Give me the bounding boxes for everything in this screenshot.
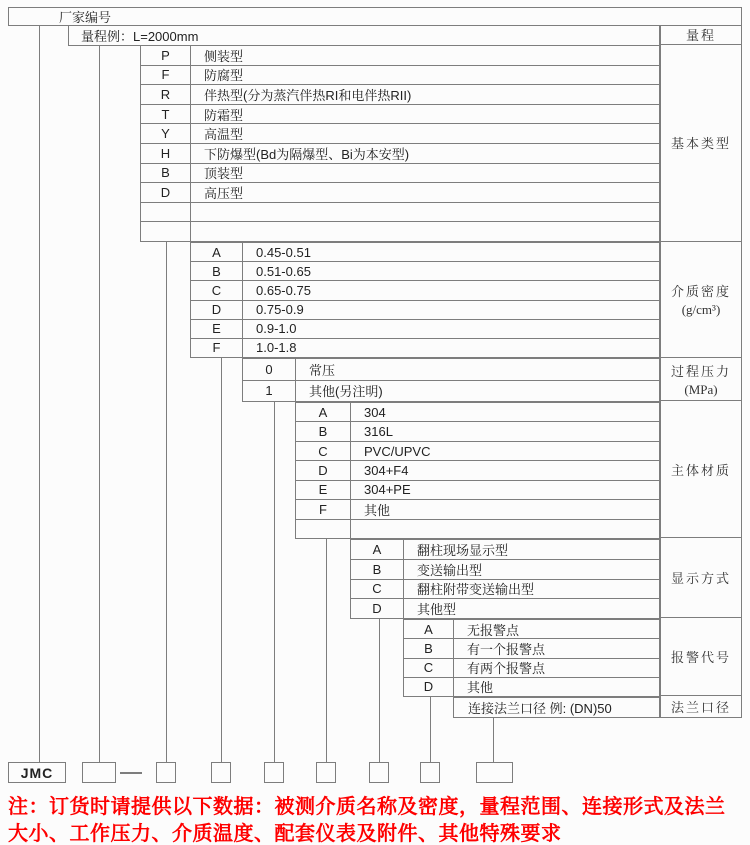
desc-cell: 常压 xyxy=(309,362,336,378)
table-row xyxy=(141,144,659,164)
desc-cell: 其他型 xyxy=(417,602,457,618)
connector-line-pressure xyxy=(274,402,275,762)
desc-cell: 翻柱现场显示型 xyxy=(417,542,509,558)
connector-line-basic-type xyxy=(166,242,167,762)
code-cell: A xyxy=(351,540,404,559)
code-cell: B xyxy=(296,422,351,440)
code-cell: B xyxy=(191,262,243,280)
desc-cell: 防腐型 xyxy=(204,68,244,84)
code-cell: C xyxy=(296,442,351,460)
table-row-empty xyxy=(141,222,659,241)
table-row xyxy=(404,639,659,658)
code-cell: A xyxy=(404,620,454,638)
code-cell: T xyxy=(141,105,191,124)
code-cell: D xyxy=(191,301,243,319)
code-cell: D xyxy=(141,183,191,202)
desc-cell: 304+F4 xyxy=(364,462,409,478)
side-label-flange: 法兰口径 xyxy=(670,700,731,716)
desc-cell xyxy=(191,203,659,222)
table-row xyxy=(351,580,659,600)
flange-bore-row xyxy=(453,697,660,718)
table-row xyxy=(191,320,659,339)
table-row xyxy=(141,124,659,144)
manufacturer-number-label: 厂家编号 xyxy=(59,10,112,25)
desc-cell: 有两个报警点 xyxy=(467,661,546,677)
table-row xyxy=(191,339,659,357)
desc-cell: 伴热型(分为蒸汽伴热RI和电伴热RII) xyxy=(204,87,412,103)
table-row xyxy=(351,560,659,580)
desc-cell: 顶装型 xyxy=(204,166,244,182)
code-cell: 1 xyxy=(243,381,296,402)
code-cell: R xyxy=(141,85,191,104)
table-row xyxy=(141,164,659,184)
desc-cell: 有一个报警点 xyxy=(467,641,546,657)
desc-cell: 0.45-0.51 xyxy=(256,244,311,260)
table-row xyxy=(191,243,659,262)
code-cell: E xyxy=(296,481,351,499)
desc-cell: 0.9-1.0 xyxy=(256,321,297,337)
code-cell: D xyxy=(296,461,351,479)
desc-cell: 其他 xyxy=(467,680,494,696)
desc-cell: 1.0-1.8 xyxy=(256,340,297,356)
code-cell xyxy=(141,203,191,222)
table-row xyxy=(296,481,659,500)
code-cell: F xyxy=(296,500,351,518)
code-cell: E xyxy=(191,320,243,338)
connector-line-material xyxy=(326,539,327,762)
connector-line-alarm xyxy=(430,697,431,762)
desc-cell: 304 xyxy=(364,404,386,420)
table-row xyxy=(243,381,659,402)
table-row xyxy=(141,85,659,105)
side-label-basic-type: 基本类型 xyxy=(661,45,741,242)
table-row xyxy=(191,281,659,300)
code-box-flange xyxy=(476,762,513,783)
connector-line-range xyxy=(99,45,100,762)
desc-cell: 0.75-0.9 xyxy=(256,302,304,318)
connector-line-display xyxy=(379,619,380,762)
alarm-code-table xyxy=(403,619,660,697)
code-box-display xyxy=(369,762,389,783)
code-box-basic-type xyxy=(156,762,176,783)
desc-cell: 翻柱附带变送输出型 xyxy=(417,582,535,598)
code-box-alarm xyxy=(420,762,440,783)
category-label-column xyxy=(660,25,742,718)
desc-cell: 侧装型 xyxy=(204,48,244,64)
desc-cell: 其他 xyxy=(364,502,391,518)
table-row xyxy=(296,461,659,480)
code-box-material xyxy=(316,762,336,783)
code-cell: F xyxy=(141,66,191,85)
code-cell xyxy=(141,222,191,241)
code-box-pressure xyxy=(264,762,284,783)
code-cell xyxy=(296,520,351,538)
desc-cell: 高压型 xyxy=(204,185,244,201)
model-prefix-label: JMC xyxy=(20,764,54,781)
desc-cell: 高温型 xyxy=(204,127,244,143)
process-pressure-table xyxy=(242,358,660,402)
manufacturer-number-row xyxy=(8,7,742,26)
desc-cell: 0.51-0.65 xyxy=(256,263,311,279)
code-cell: C xyxy=(191,281,243,299)
desc-cell: 304+PE xyxy=(364,482,411,498)
side-label-range: 量程 xyxy=(661,25,741,45)
desc-cell: 316L xyxy=(364,424,393,440)
table-row xyxy=(243,359,659,381)
desc-cell: 其他(另注明) xyxy=(309,384,383,400)
table-row xyxy=(404,659,659,678)
body-material-table xyxy=(295,402,660,539)
code-box-range xyxy=(82,762,116,783)
model-prefix-box xyxy=(8,762,66,783)
table-row xyxy=(296,442,659,461)
table-row xyxy=(141,183,659,203)
table-row xyxy=(404,620,659,639)
table-row xyxy=(351,599,659,618)
code-cell: P xyxy=(141,46,191,65)
side-label-density: 介质密度 (g/cm³) xyxy=(661,242,741,358)
table-row xyxy=(296,403,659,422)
code-cell: H xyxy=(141,144,191,163)
code-cell: 0 xyxy=(243,359,296,380)
connector-line-flange xyxy=(493,718,494,762)
code-box-density xyxy=(211,762,231,783)
code-cell: D xyxy=(404,678,454,696)
basic-type-table xyxy=(140,45,660,242)
range-example-row xyxy=(68,25,660,46)
code-cell: C xyxy=(404,659,454,677)
display-mode-table xyxy=(350,539,660,619)
ordering-note xyxy=(8,794,744,845)
table-row-empty xyxy=(141,203,659,223)
table-row xyxy=(141,66,659,86)
side-label-alarm: 报警代号 xyxy=(661,618,741,696)
connector-line-manufacturer xyxy=(39,25,40,762)
desc-cell xyxy=(351,520,659,538)
table-row xyxy=(296,500,659,519)
desc-cell: 0.65-0.75 xyxy=(256,282,311,298)
code-cell: B xyxy=(404,639,454,657)
ordering-note-line2: 大小、工作压力、介质温度、配套仪表及附件、其他特殊要求 xyxy=(8,823,562,845)
medium-density-table xyxy=(190,242,660,358)
code-cell: Y xyxy=(141,124,191,143)
dash-separator xyxy=(120,772,142,774)
code-cell: C xyxy=(351,580,404,599)
desc-cell: PVC/UPVC xyxy=(364,443,431,459)
code-cell: B xyxy=(141,164,191,183)
desc-cell xyxy=(191,222,659,241)
desc-cell: 无报警点 xyxy=(467,622,520,638)
code-cell: A xyxy=(296,403,351,421)
table-row-empty xyxy=(296,520,659,538)
flange-bore-text: 连接法兰口径 例: (DN)50 xyxy=(468,701,612,716)
side-label-pressure: 过程压力 (MPa) xyxy=(661,358,741,402)
code-cell: F xyxy=(191,339,243,357)
desc-cell: 变送输出型 xyxy=(417,562,483,578)
desc-cell: 防霜型 xyxy=(204,107,244,123)
code-cell: A xyxy=(191,243,243,261)
ordering-note-line1: 注：订货时请提供以下数据：被测介质名称及密度，量程范围、连接形式及法兰 xyxy=(8,796,726,818)
range-example-label: 量程例：L=2000mm xyxy=(81,29,199,44)
code-cell: D xyxy=(351,599,404,618)
table-row xyxy=(351,540,659,560)
connector-line-density xyxy=(221,358,222,762)
table-row xyxy=(296,422,659,441)
code-cell: B xyxy=(351,560,404,579)
desc-cell: 下防爆型(Bd为隔爆型、Bi为本安型) xyxy=(204,146,410,162)
table-row xyxy=(191,301,659,320)
table-row xyxy=(404,678,659,696)
table-row xyxy=(191,262,659,281)
side-label-display: 显示方式 xyxy=(661,538,741,618)
table-row xyxy=(141,46,659,66)
side-label-material: 主体材质 xyxy=(661,401,741,538)
table-row xyxy=(141,105,659,125)
